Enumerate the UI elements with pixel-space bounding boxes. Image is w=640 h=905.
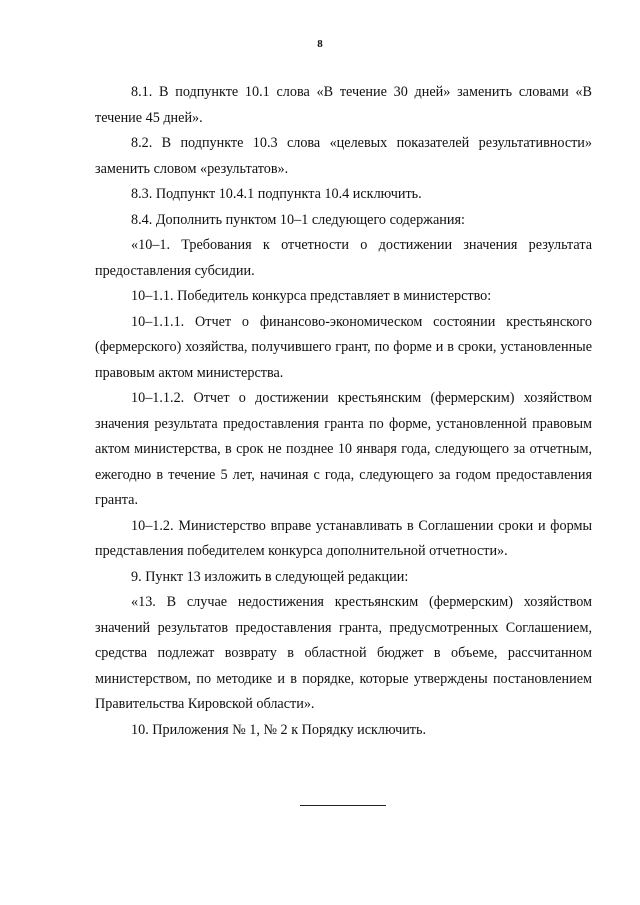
paragraph-8-3: 8.3. Подпункт 10.4.1 подпункта 10.4 исключить. <box>131 186 422 202</box>
paragraph-8-4: 8.4. Дополнить пунктом 10–1 следующего содержания: <box>131 211 465 228</box>
paragraph-13: «13. В случае недостижения крестьянским (фермерским) хозяйством значений результатов предоставления гранта, предусмотренных Соглашением, средства подлежат возврату в областной бюджет в объеме, рассчитанном министерством, по методике и в порядке, которые утверждены постановлением Правительства Кировской области». <box>95 594 592 712</box>
paragraph-10-1-1-1: 10–1.1.1. Отчет о финансово-экономическом состоянии крестьянского (фермерского) хозяйства, получившего грант, по форме и в сроки, установленные правовым актом министерства. <box>95 313 592 381</box>
paragraph-10-1-1-2: 10–1.1.2. Отчет о достижении крестьянским (фермерским) хозяйством значения результата предоставления гранта по форме, установленной правовым актом министерства, в срок не позднее 10 января года, следующего за отчетным, ежегодно в течение 5 лет, начиная с года, следующего за годом предоставления гранта. <box>95 390 592 508</box>
end-divider-line <box>300 805 386 806</box>
paragraph-10-1-1: 10–1.1. Победитель конкурса представляет в министерство: <box>131 288 492 304</box>
paragraph-10-1: «10–1. Требования к отчетности о достижении значения результата предоставления субсидии. <box>95 237 592 279</box>
document-body <box>95 80 592 743</box>
paragraph-10: 10. Приложения № 1, № 2 к Порядку исключить. <box>131 721 427 738</box>
paragraph-8-2: 8.2. В подпункте 10.3 слова «целевых показателей результативности» заменить словом «результатов». <box>95 135 592 177</box>
page-number: 8 <box>317 38 323 50</box>
paragraph-8-1: 8.1. В подпункте 10.1 слова «В течение 30 дней» заменить словами «В течение 45 дней». <box>95 84 592 126</box>
paragraph-10-1-2: 10–1.2. Министерство вправе устанавливать в Соглашении сроки и формы представления победителем конкурса дополнительной отчетности». <box>95 517 592 559</box>
paragraph-9: 9. Пункт 13 изложить в следующей редакции: <box>131 568 409 585</box>
